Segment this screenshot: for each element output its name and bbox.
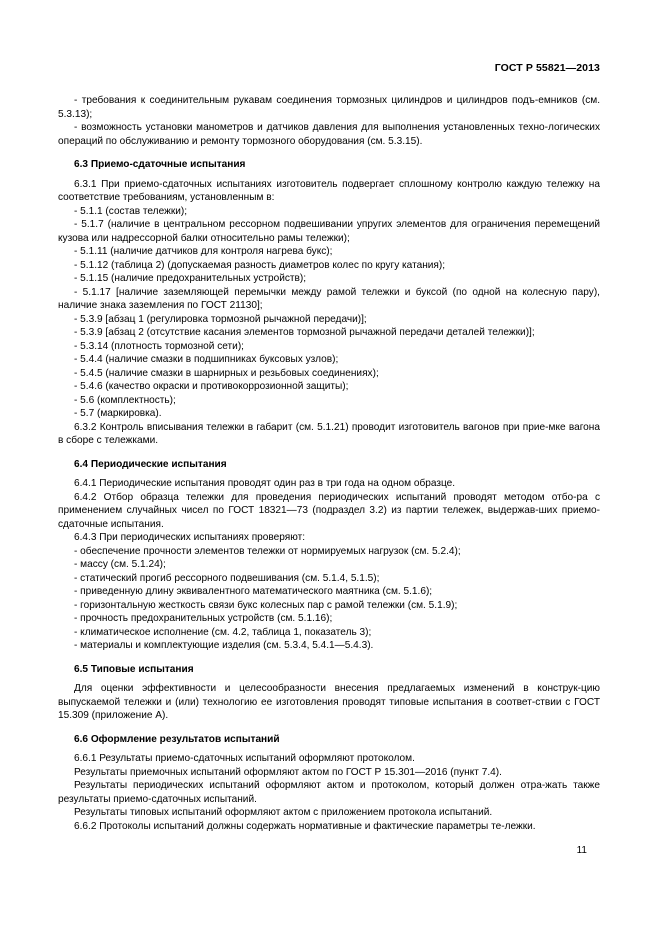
list-item: - обеспечение прочности элементов тележки от нормируемых нагрузок (см. 5.2.4); <box>74 545 461 557</box>
list-item: - климатическое исполнение (см. 4.2, таблица 1, показатель 3); <box>74 626 372 638</box>
paragraph: 6.3.2 Контроль вписывания тележки в габарит (см. 5.1.21) проводит изготовитель вагонов при прие-мке вагона в сборе с тележками. <box>58 421 600 446</box>
section-title-6-3: 6.3 Приемо-сдаточные испытания <box>74 159 246 170</box>
paragraph: 6.6.1 Результаты приемо-сдаточных испытаний оформляют протоколом. <box>74 753 415 764</box>
list-item: - 5.3.9 [абзац 2 (отсутствие касания элементов тормозной рычажной передачи деталей тележки)]; <box>74 327 535 338</box>
intro-line: - возможность установки манометров и датчиков давления для выполнения установленных техно-логических операций по обслуживанию и ремонту тормозного оборудования (см. 5.3.15). <box>58 122 600 147</box>
section-title-6-5: 6.5 Типовые испытания <box>74 663 194 675</box>
section-title-6-6: 6.6 Оформление результатов испытаний <box>74 733 280 745</box>
list-item: - статический прогиб рессорного подвешивания (см. 5.1.4, 5.1.5); <box>74 572 380 584</box>
list-item: - 5.1.17 [наличие заземляющей перемычки между рамой тележки и буксой (по одной на колесную пару), наличие знака заземления по ГОСТ 21130]; <box>58 286 600 311</box>
paragraph: 6.4.3 При периодических испытаниях проверяют: <box>74 532 305 543</box>
list-item: - 5.4.6 (качество окраски и противокоррозионной защиты); <box>74 381 349 392</box>
document-header: ГОСТ Р 55821—2013 <box>494 62 600 74</box>
list-item: - 5.4.5 (наличие смазки в шарнирных и резьбовых соединениях); <box>74 367 379 379</box>
list-item: - 5.4.4 (наличие смазки в подшипниках буксовых узлов); <box>74 354 339 365</box>
list-item: - 5.3.9 [абзац 1 (регулировка тормозной рычажной передачи)]; <box>74 313 367 325</box>
list-item: - 5.1.11 (наличие датчиков для контроля нагрева букс); <box>74 246 333 257</box>
paragraph: 6.4.1 Периодические испытания проводят один раз в три года на одном образце. <box>74 478 456 489</box>
list-item: - 5.1.15 (наличие предохранительных устройств); <box>74 273 307 284</box>
paragraph: 6.4.2 Отбор образца тележки для проведения периодических испытаний проводят методом отбо-ра с применением случайных чисел по ГОСТ 18321—73 (подраздел 3.2) из партии тележек, выдержав-ших приемо-сдаточные испытания. <box>58 491 600 530</box>
intro-line: - требования к соединительным рукавам соединения тормозных цилиндров и цилиндров подъ-емников (см. 5.3.13); <box>58 95 600 120</box>
paragraph: Результаты типовых испытаний оформляют актом с приложением протокола испытаний. <box>74 807 493 818</box>
document-body <box>58 94 600 833</box>
section-title-6-4: 6.4 Периодические испытания <box>74 458 227 470</box>
list-item: - приведенную длину эквивалентного математического маятника (см. 5.1.6); <box>74 586 433 597</box>
list-item: - материалы и комплектующие изделия (см. 5.3.4, 5.4.1—5.4.3). <box>74 640 374 651</box>
list-item: - 5.1.1 (состав тележки); <box>74 205 188 217</box>
list-item: - 5.7 (маркировка). <box>74 408 162 419</box>
list-item: - прочность предохранительных устройств (см. 5.1.16); <box>74 613 333 624</box>
list-item: - 5.6 (комплектность); <box>74 394 176 406</box>
paragraph: Результаты приемочных испытаний оформляют актом по ГОСТ Р 15.301—2016 (пункт 7.4). <box>74 766 502 778</box>
list-item: - горизонтальную жесткость связи букс колесных пар с рамой тележки (см. 5.1.9); <box>74 599 458 611</box>
paragraph: Результаты периодических испытаний оформляют актом и протоколом, который должен отра-жать также результаты приемо-сдаточных испытаний. <box>58 780 600 805</box>
list-item: - 5.3.14 (плотность тормозной сети); <box>74 340 244 352</box>
list-item: - 5.1.12 (таблица 2) (допускаемая разность диаметров колес по кругу катания); <box>74 259 446 271</box>
list-item: - 5.1.7 (наличие в центральном рессорном подвешивании упругих элементов для ограничения перемещений кузова или надрессорной балки относительно рамы тележки); <box>58 219 600 244</box>
paragraph: 6.3.1 При приемо-сдаточных испытаниях изготовитель подвергает сплошному контролю каждую тележку на соответствие требованиям, установленным в: <box>58 178 600 203</box>
paragraph: Для оценки эффективности и целесообразности внесения предлагаемых изменений в конструк-цию выпускаемой тележки и (или) технологию ее изготовления проводят типовые испытания в соответ-ствии с ГОСТ 15.309 (приложение А). <box>58 683 600 721</box>
page-number: 11 <box>576 845 587 856</box>
list-item: - массу (см. 5.1.24); <box>74 559 166 570</box>
paragraph: 6.6.2 Протоколы испытаний должны содержать нормативные и фактические параметры те-лежки. <box>74 820 536 832</box>
